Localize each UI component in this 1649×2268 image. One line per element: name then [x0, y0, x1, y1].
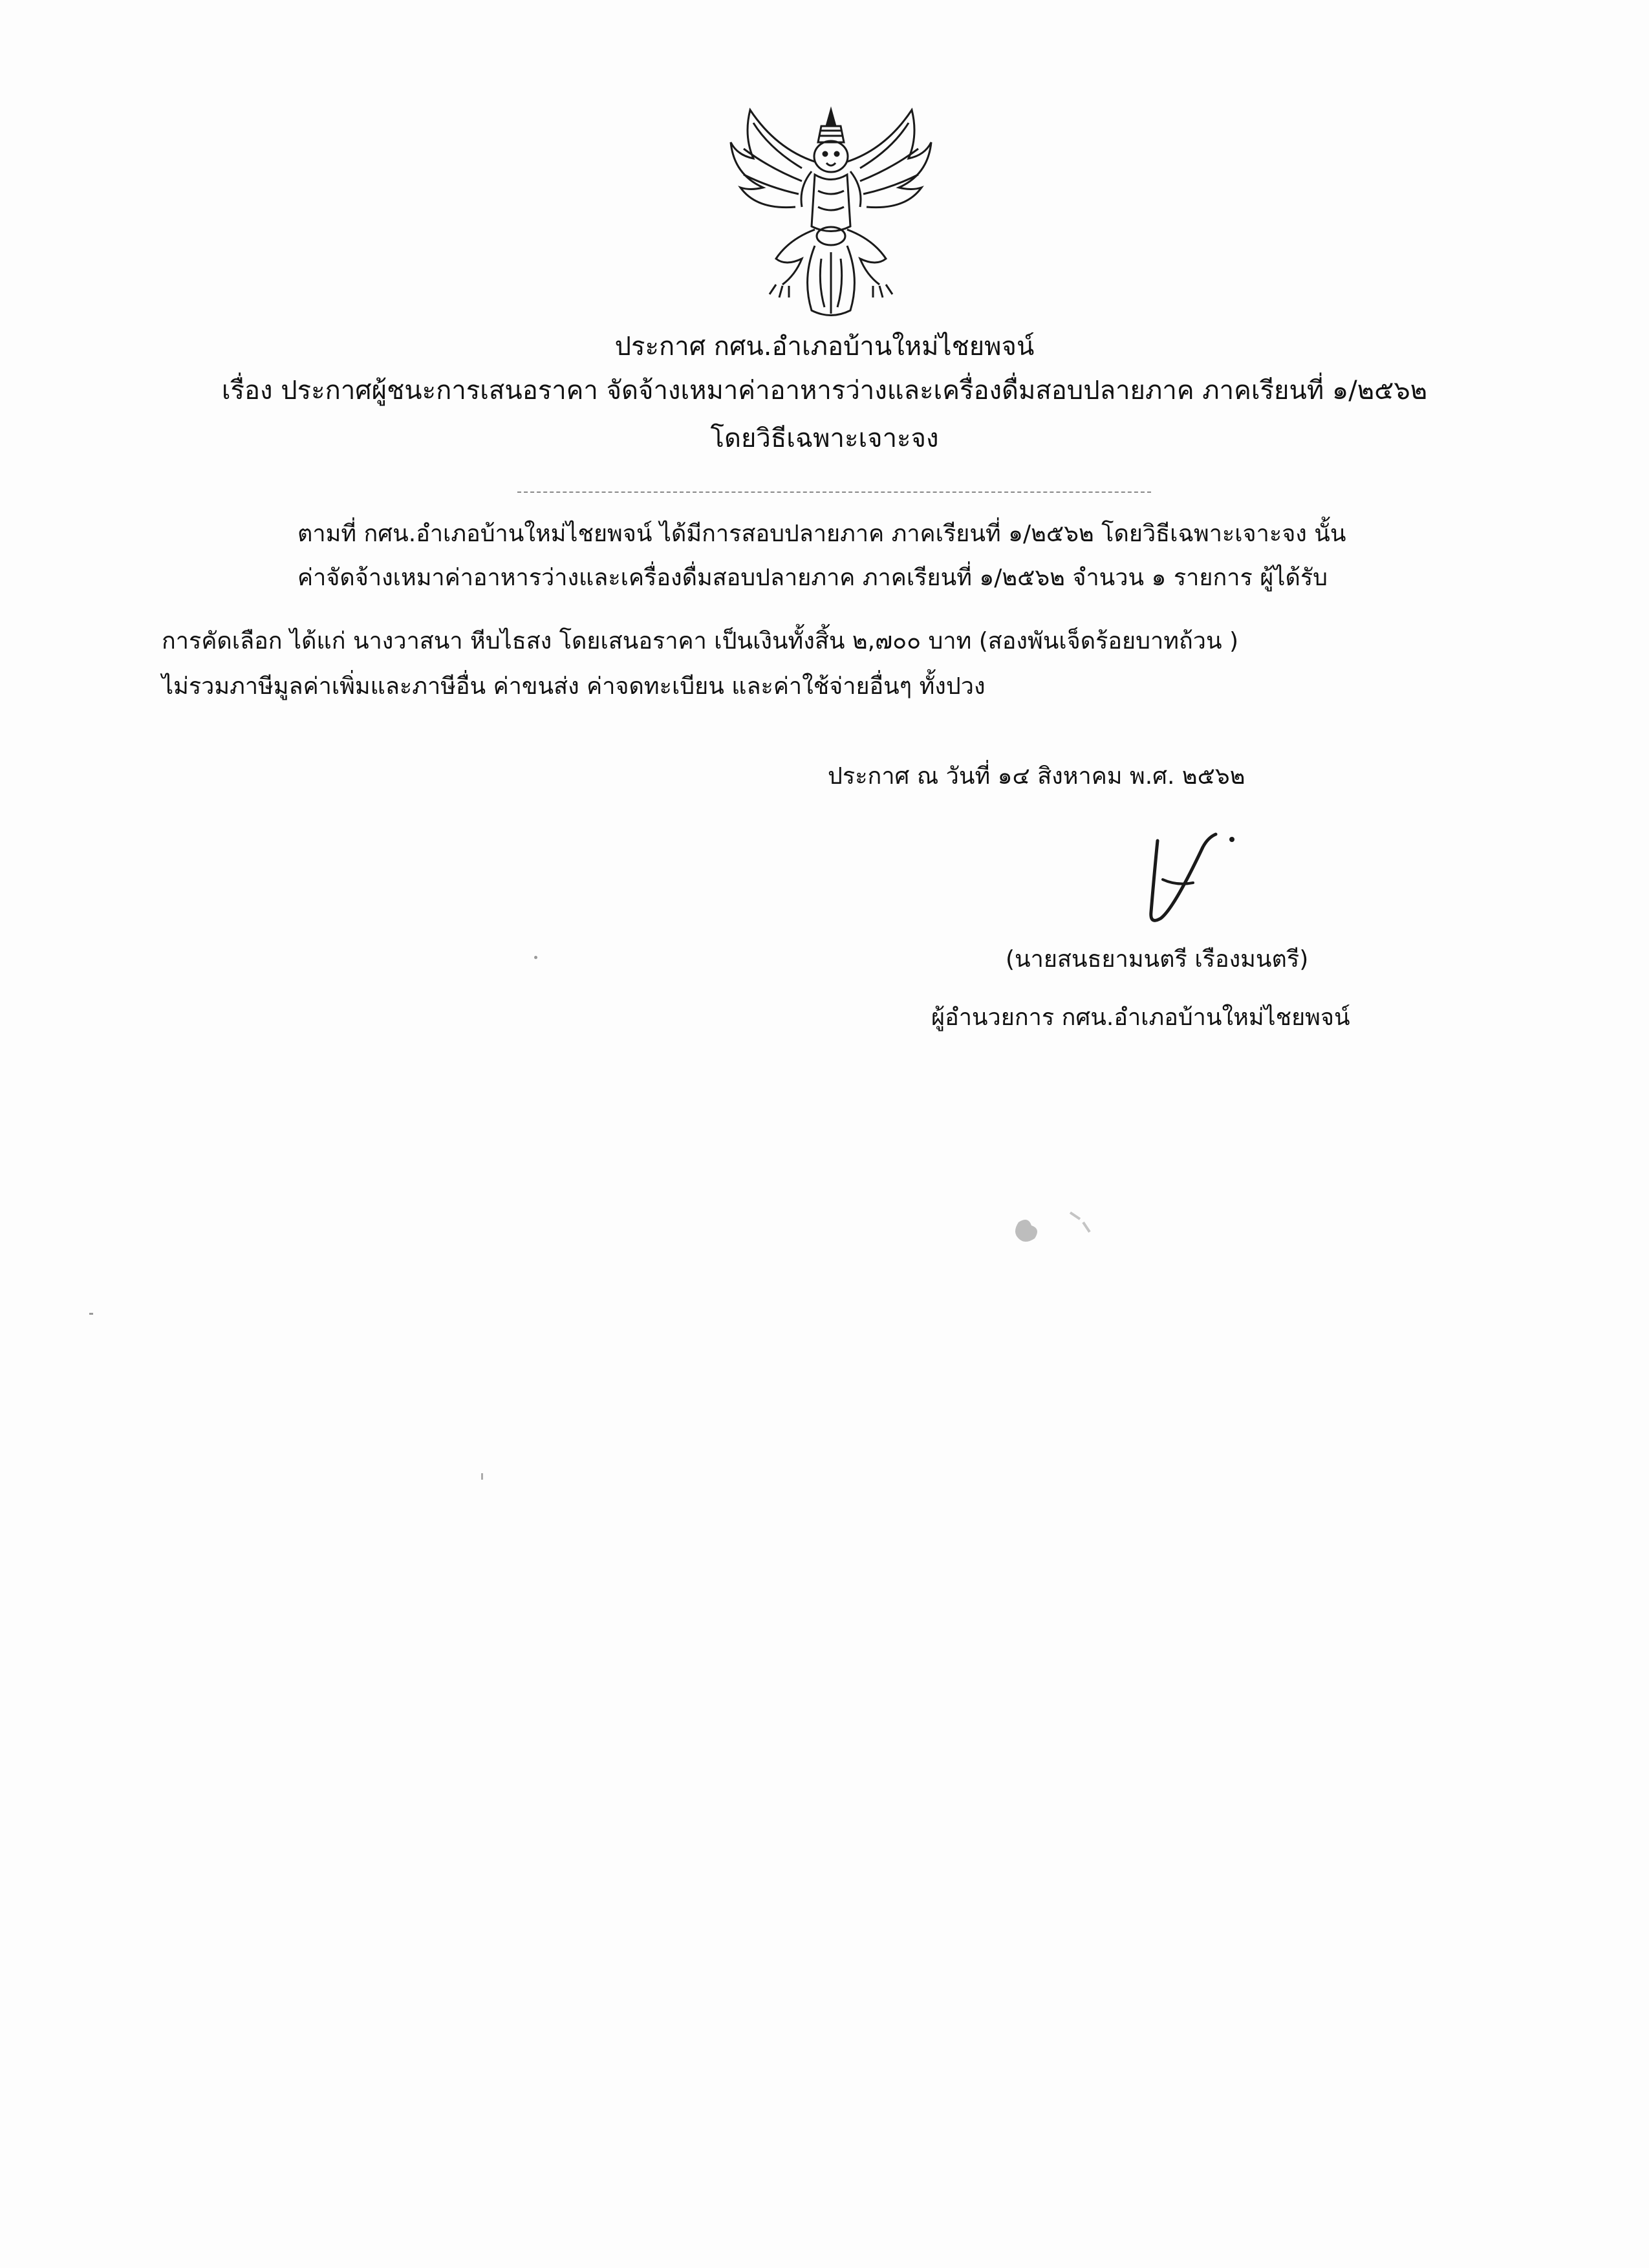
body-paragraph-line-4: ไม่รวมภาษีมูลค่าเพิ่มและภาษีอื่น ค่าขนส่ง ค่าจดทะเบียน และค่าใช้จ่ายอื่นๆ ทั้งปวง: [162, 673, 986, 700]
scan-speck: [534, 956, 537, 959]
announcement-date: ประกาศ ณ วันที่ ๑๔ สิงหาคม พ.ศ. ๒๕๖๒: [828, 763, 1245, 790]
announcement-method: โดยวิธีเฉพาะเจาะจง: [710, 424, 939, 453]
header-divider: [517, 491, 1151, 493]
signer-title: ผู้อำนวยการ กศน.อำเภอบ้านใหม่ไชยพจน์: [931, 1004, 1350, 1031]
body-paragraph-line-1: ตามที่ กศน.อำเภอบ้านใหม่ไชยพจน์ ได้มีการสอบปลายภาค ภาคเรียนที่ ๑/๒๕๖๒ โดยวิธีเฉพาะเจาะจง นั้น: [297, 521, 1346, 547]
garuda-emblem-icon: [724, 97, 938, 323]
scan-speck: [1067, 1209, 1093, 1235]
scan-speck: [89, 1313, 93, 1315]
signer-name: (นายสนธยามนตรี เรืองมนตรี): [1006, 946, 1309, 973]
scan-speck: [1012, 1216, 1051, 1248]
handwritten-signature-icon: [1125, 821, 1248, 931]
announcement-title: ประกาศ กศน.อำเภอบ้านใหม่ไชยพจน์: [614, 332, 1035, 362]
body-paragraph-line-2: ค่าจัดจ้างเหมาค่าอาหารว่างและเครื่องดื่มสอบปลายภาค ภาคเรียนที่ ๑/๒๕๖๒ จำนวน ๑ รายการ ผู้ได้รับ: [297, 565, 1328, 591]
scan-speck: [481, 1473, 483, 1480]
announcement-subject: เรื่อง ประกาศผู้ชนะการเสนอราคา จัดจ้างเหมาค่าอาหารว่างและเครื่องดื่มสอบปลายภาค ภาคเรียนที่ ๑/๒๕๖๒: [221, 376, 1428, 405]
body-paragraph-line-3: การคัดเลือก ได้แก่ นางวาสนา หีบไธสง โดยเสนอราคา เป็นเงินทั้งสิ้น ๒,๗๐๐ บาท (สองพันเจ็ดร้อยบาทถ้วน ): [162, 628, 1239, 654]
